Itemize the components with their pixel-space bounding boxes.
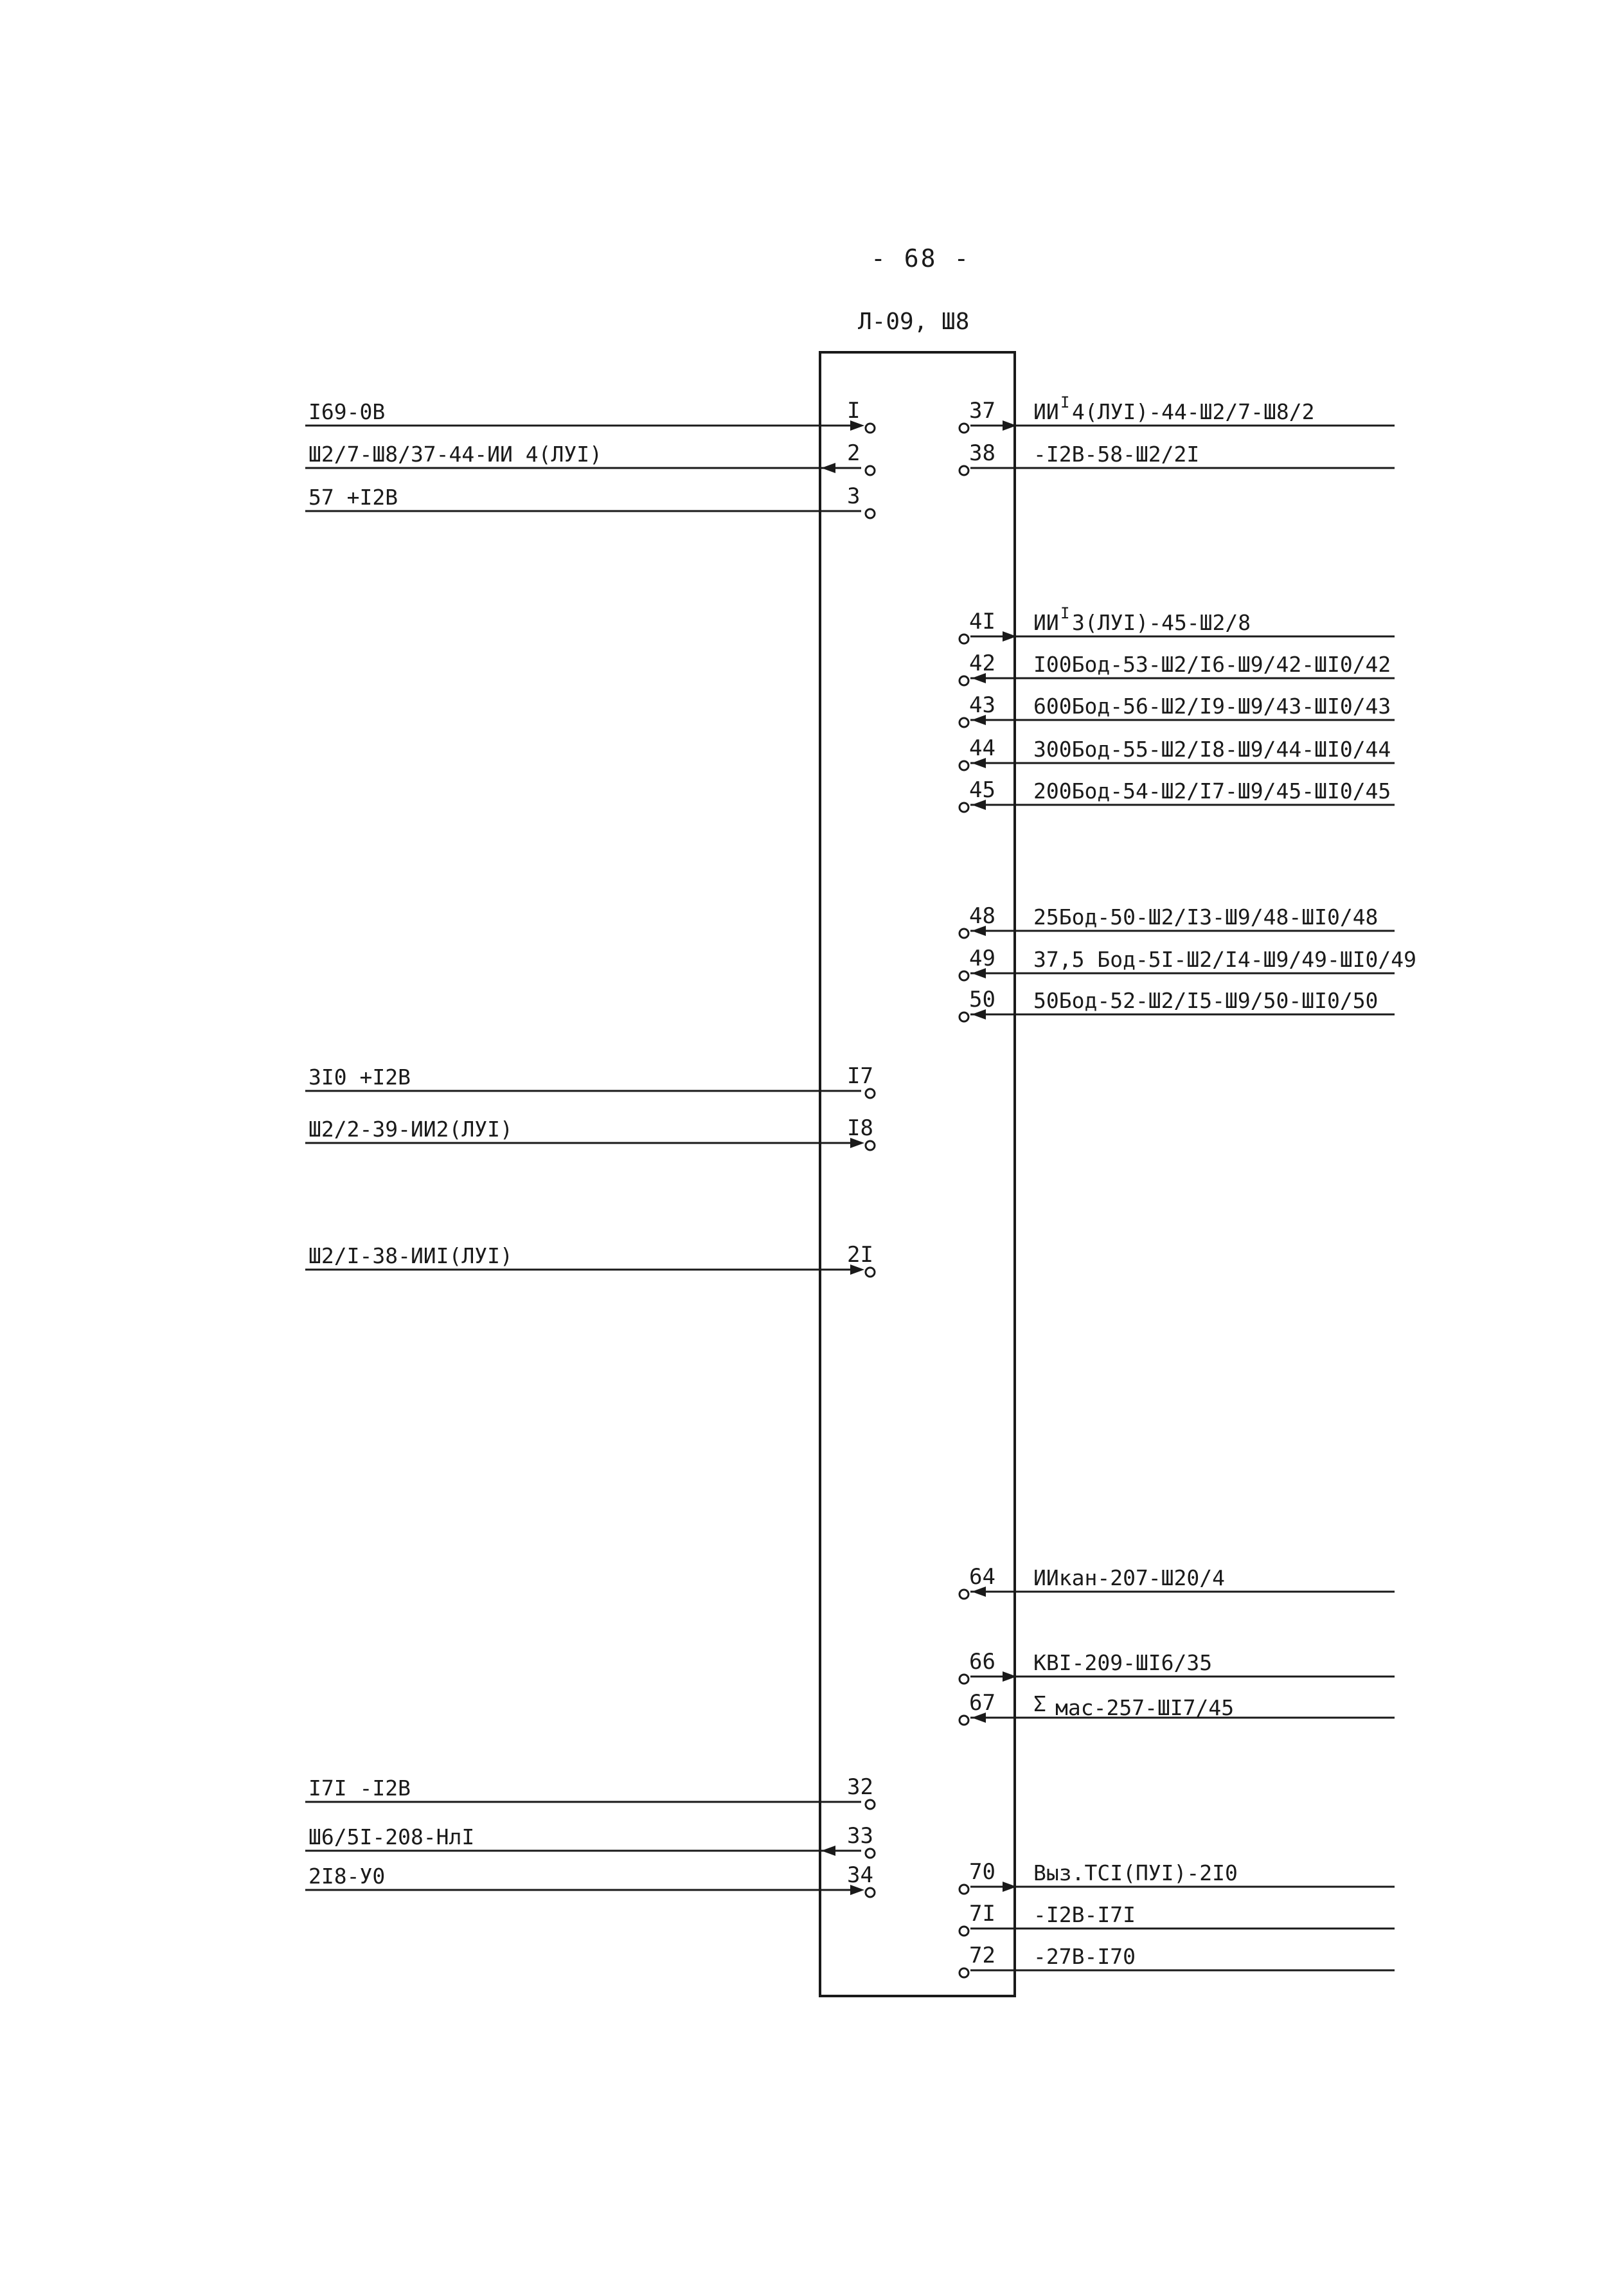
signal-label: 200Бод-54-Ш2/I7-Ш9/45-ШI0/45 bbox=[1033, 778, 1391, 804]
left-pin-row bbox=[305, 1242, 875, 1277]
pin-terminal bbox=[959, 971, 968, 980]
pin-number: 37 bbox=[969, 398, 995, 424]
signal-arrow bbox=[821, 463, 835, 473]
left-pin-row bbox=[305, 1115, 875, 1150]
pin-number: 72 bbox=[969, 1943, 995, 1968]
signal-label: I00Бод-53-Ш2/I6-Ш9/42-ШI0/42 bbox=[1033, 652, 1391, 677]
sigma-symbol: Σ bbox=[1033, 1691, 1046, 1716]
right-pin-row bbox=[959, 1943, 1395, 1977]
pin-terminal bbox=[959, 929, 968, 938]
right-pin-row bbox=[959, 735, 1395, 770]
pin-terminal bbox=[959, 676, 968, 685]
pin-number: I8 bbox=[847, 1115, 873, 1141]
signal-label: КВI-209-ШI6/35 bbox=[1033, 1650, 1213, 1675]
signal-label: ИИкан-207-Ш20/4 bbox=[1033, 1565, 1226, 1590]
left-pin-row bbox=[305, 483, 875, 518]
connector-block bbox=[820, 352, 1015, 1996]
left-pin-row bbox=[305, 1823, 875, 1858]
signal-label: 2I8-У0 bbox=[308, 1864, 386, 1889]
superscript: I bbox=[1060, 604, 1070, 622]
pin-number: I bbox=[847, 398, 861, 424]
right-pin-row bbox=[959, 692, 1395, 727]
pin-number: 32 bbox=[847, 1774, 873, 1800]
pin-number: 49 bbox=[969, 946, 995, 971]
pin-number: 33 bbox=[847, 1823, 873, 1849]
pin-terminal bbox=[959, 424, 968, 433]
pin-terminal bbox=[959, 1590, 968, 1599]
signal-label: I7I -I2В bbox=[308, 1776, 411, 1801]
left-pin-row bbox=[305, 1862, 875, 1897]
pin-terminal bbox=[959, 803, 968, 812]
pin-number: 2I bbox=[847, 1242, 873, 1268]
pin-number: 38 bbox=[969, 440, 995, 466]
signal-label: 57 +I2В bbox=[308, 485, 398, 510]
pin-number: 48 bbox=[969, 903, 995, 929]
right-pin-row bbox=[959, 393, 1395, 433]
signal-label: 50Бод-52-Ш2/I5-Ш9/50-ШI0/50 bbox=[1033, 988, 1379, 1013]
pin-terminal bbox=[959, 634, 968, 643]
pin-terminal bbox=[866, 1089, 875, 1098]
signal-prefix: ИИ bbox=[1033, 610, 1059, 635]
signal-label: Ш2/I-38-ИИI(ЛУI) bbox=[308, 1243, 513, 1268]
signal-label: Ш2/2-39-ИИ2(ЛУI) bbox=[308, 1117, 513, 1142]
pin-terminal bbox=[866, 1141, 875, 1150]
pin-terminal bbox=[959, 1012, 968, 1021]
right-pin-row bbox=[959, 604, 1395, 643]
right-pin-row bbox=[959, 903, 1395, 938]
pin-number: 45 bbox=[969, 777, 995, 803]
pin-terminal bbox=[866, 1800, 875, 1809]
pin-terminal bbox=[959, 1927, 968, 1936]
right-pin-group bbox=[959, 393, 1416, 1977]
signal-label: 37,5 Бод-5I-Ш2/I4-Ш9/49-ШI0/49 bbox=[1033, 947, 1417, 972]
pin-terminal bbox=[959, 761, 968, 770]
signal-label: Ш2/7-Ш8/37-44-ИИ 4(ЛУI) bbox=[308, 442, 602, 467]
signal-label: 3I0 +I2В bbox=[308, 1065, 411, 1090]
signal-label: I69-0В bbox=[308, 399, 386, 424]
pin-number: 43 bbox=[969, 692, 995, 718]
right-pin-row bbox=[959, 1690, 1395, 1725]
signal-label: 4(ЛУI)-44-Ш2/7-Ш8/2 bbox=[1072, 399, 1315, 424]
left-pin-row bbox=[305, 440, 875, 475]
pin-number: 70 bbox=[969, 1859, 995, 1885]
signal-label: Ш6/5I-208-НлI bbox=[308, 1824, 475, 1849]
signal-label: 3(ЛУI)-45-Ш2/8 bbox=[1072, 610, 1251, 635]
pin-terminal bbox=[959, 1885, 968, 1894]
right-pin-row bbox=[959, 987, 1395, 1021]
block-title: Л-09, Ш8 bbox=[858, 309, 970, 335]
right-pin-row bbox=[959, 440, 1395, 475]
pin-number: 67 bbox=[969, 1690, 995, 1716]
signal-label: -I2В-58-Ш2/2I bbox=[1033, 442, 1200, 467]
pin-number: 2 bbox=[847, 440, 861, 466]
pin-number: 4I bbox=[969, 609, 995, 634]
superscript: I bbox=[1060, 393, 1070, 411]
signal-arrow bbox=[821, 1846, 835, 1856]
pin-number: 44 bbox=[969, 735, 995, 761]
signal-label: 300Бод-55-Ш2/I8-Ш9/44-ШI0/44 bbox=[1033, 737, 1391, 762]
pin-number: 64 bbox=[969, 1564, 995, 1590]
signal-label: -27В-I70 bbox=[1033, 1944, 1136, 1969]
right-pin-row bbox=[959, 777, 1395, 812]
signal-label: 25Бод-50-Ш2/I3-Ш9/48-ШI0/48 bbox=[1033, 904, 1379, 930]
signal-label: Выз.ТСI(ПУI)-2I0 bbox=[1033, 1860, 1238, 1885]
pin-number: 66 bbox=[969, 1649, 995, 1675]
pin-terminal bbox=[959, 1968, 968, 1977]
pin-number: 42 bbox=[969, 651, 995, 676]
left-pin-group bbox=[305, 398, 875, 1897]
page-number: - 68 - bbox=[871, 244, 971, 273]
pin-terminal bbox=[866, 424, 875, 433]
pin-terminal bbox=[866, 1268, 875, 1277]
right-pin-row bbox=[959, 651, 1395, 685]
pin-number: 34 bbox=[847, 1862, 873, 1888]
right-pin-row bbox=[959, 1649, 1395, 1684]
pin-number: 3 bbox=[847, 483, 861, 509]
pin-terminal bbox=[959, 1675, 968, 1684]
signal-label: мас-257-ШI7/45 bbox=[1055, 1695, 1235, 1720]
pin-terminal bbox=[866, 466, 875, 475]
pin-terminal bbox=[866, 1888, 875, 1897]
signal-label: 600Бод-56-Ш2/I9-Ш9/43-ШI0/43 bbox=[1033, 694, 1391, 719]
right-pin-row bbox=[959, 946, 1416, 980]
left-pin-row bbox=[305, 1063, 875, 1098]
left-pin-row bbox=[305, 1774, 875, 1809]
pin-terminal bbox=[959, 1716, 968, 1725]
pin-number: 7I bbox=[969, 1901, 995, 1927]
pin-terminal bbox=[866, 509, 875, 518]
pin-terminal bbox=[959, 466, 968, 475]
signal-label: -I2В-I7I bbox=[1033, 1902, 1136, 1927]
signal-prefix: ИИ bbox=[1033, 399, 1059, 424]
pin-number: I7 bbox=[847, 1063, 873, 1089]
right-pin-row bbox=[959, 1901, 1395, 1936]
right-pin-row bbox=[959, 1859, 1395, 1894]
right-pin-row bbox=[959, 1564, 1395, 1599]
left-pin-row bbox=[305, 398, 875, 433]
pin-terminal bbox=[959, 718, 968, 727]
pin-number: 50 bbox=[969, 987, 995, 1012]
pin-terminal bbox=[866, 1849, 875, 1858]
